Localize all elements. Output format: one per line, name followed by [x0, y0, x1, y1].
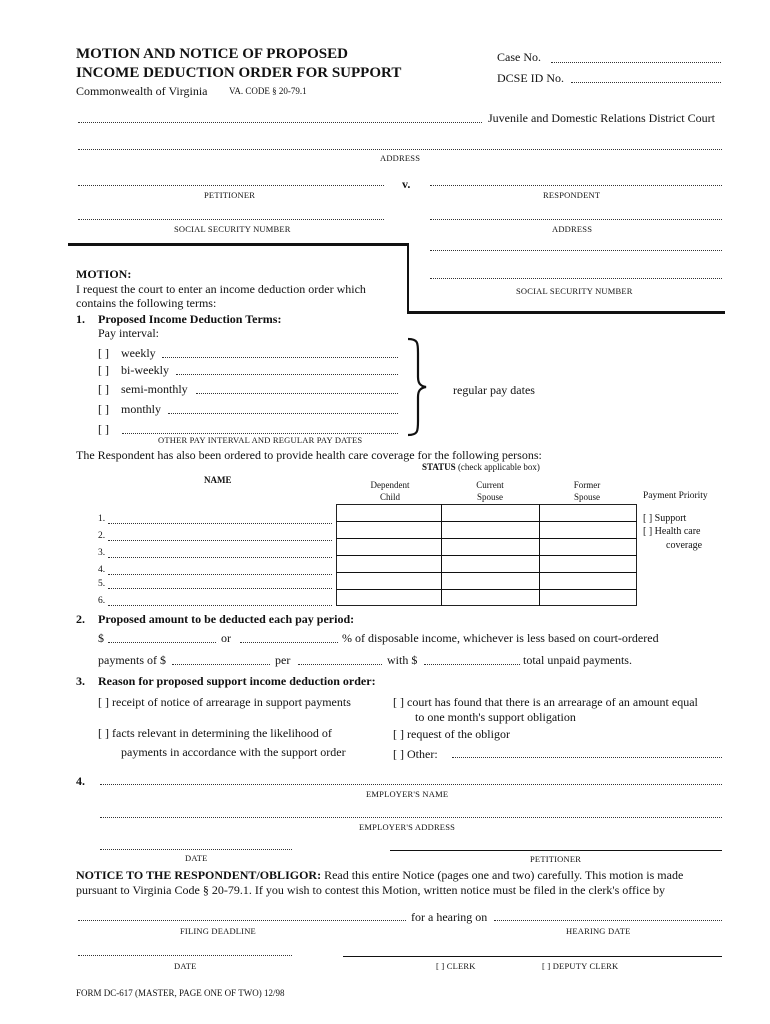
employer-name-label: EMPLOYER'S NAME [366, 789, 449, 799]
biweekly-dates-field[interactable] [176, 374, 398, 375]
for-hearing-label: for a hearing on [411, 910, 488, 924]
grid-row-line-4 [336, 572, 637, 573]
hearing-date-field[interactable] [494, 920, 722, 921]
notice-line1 [76, 868, 683, 883]
notice-text-line2: pursuant to Virginia Code § 20-79.1. If you wish to contest this Motion, written notice must be filed in the clerk's office by [76, 883, 666, 897]
reason-facts-checkbox[interactable]: [ ] facts relevant in determining the likelihood of [98, 726, 332, 740]
notice-text-line1: Read this entire Notice (pages one and two) carefully. This motion is made [324, 868, 684, 882]
clerk-signature-line[interactable] [343, 956, 722, 957]
other-interval-checkbox[interactable]: [ ] [98, 422, 109, 436]
other-interval-field[interactable] [122, 433, 398, 434]
petitioner-field[interactable] [78, 185, 384, 186]
biweekly-label: bi-weekly [121, 363, 169, 377]
grid-row-line-2 [336, 538, 637, 539]
percent-field[interactable] [240, 642, 338, 643]
va-code-label: VA. CODE § 20-79.1 [229, 86, 307, 96]
frame-line-bottom [407, 311, 725, 314]
form-id-footer: FORM DC-617 (MASTER, PAGE ONE OF TWO) 12/98 [76, 988, 285, 998]
item1-number: 1. [76, 312, 85, 326]
section3-title: Reason for proposed support income deduction order: [98, 674, 376, 688]
monthly-label: monthly [121, 402, 162, 416]
frame-line-vertical [407, 243, 409, 313]
semimonthly-dates-field[interactable] [196, 393, 398, 394]
case-no-field[interactable] [551, 62, 721, 63]
monthly-dates-field[interactable] [168, 413, 398, 414]
grid-row-line-3 [336, 555, 637, 556]
filing-deadline-label: FILING DEADLINE [180, 926, 256, 936]
section3-number: 3. [76, 674, 85, 688]
reason-court-line2: to one month's support obligation [415, 710, 576, 724]
weekly-dates-field[interactable] [162, 357, 398, 358]
respondent-label: RESPONDENT [543, 190, 601, 200]
pay-interval-label: Pay interval: [98, 326, 159, 340]
weekly-checkbox[interactable]: [ ] [98, 346, 109, 360]
person-row-5-name[interactable] [108, 588, 332, 589]
employer-name-field[interactable] [100, 784, 722, 785]
dollar-sign: $ [98, 631, 104, 645]
priority-coverage-label: coverage [666, 540, 703, 551]
section2-title: Proposed amount to be deducted each pay period: [98, 612, 355, 626]
reason-request-checkbox[interactable]: [ ] request of the obligor [393, 727, 510, 741]
payments-amount-field[interactable] [172, 664, 270, 665]
per-label: per [275, 653, 291, 667]
person-row-6-name[interactable] [108, 605, 332, 606]
semimonthly-checkbox[interactable]: [ ] [98, 382, 109, 396]
person-row-4-num: 4. [98, 565, 106, 575]
respondent-field[interactable] [430, 185, 722, 186]
biweekly-checkbox[interactable]: [ ] [98, 363, 109, 377]
petitioner-signature-label: PETITIONER [530, 854, 582, 864]
form-title-line2: INCOME DEDUCTION ORDER FOR SUPPORT [76, 65, 402, 81]
motion-text-line2: contains the following terms: [76, 296, 217, 310]
section4-number: 4. [76, 774, 85, 788]
notice-heading: NOTICE TO THE RESPONDENT/OBLIGOR: [76, 868, 322, 882]
hearing-date-label: HEARING DATE [566, 926, 631, 936]
priority-support-checkbox[interactable]: [ ] Support [643, 513, 687, 524]
payments-of-label: payments of $ [98, 653, 166, 667]
weekly-label: weekly [121, 346, 156, 360]
petitioner-label: PETITIONER [204, 190, 256, 200]
reason-receipt-checkbox[interactable]: [ ] receipt of notice of arrearage in support payments [98, 695, 351, 709]
person-row-1-num: 1. [98, 514, 106, 524]
reason-other-checkbox[interactable]: [ ] Other: [393, 747, 438, 761]
former-spouse-header [538, 479, 636, 503]
reason-other-field[interactable] [452, 757, 722, 758]
amount-field[interactable] [108, 642, 216, 643]
reason-court-checkbox[interactable]: [ ] court has found that there is an arrearage of an amount equal [393, 695, 698, 709]
clerk-date-field[interactable] [78, 955, 292, 956]
petitioner-ssn-label: SOCIAL SECURITY NUMBER [174, 224, 291, 234]
monthly-checkbox[interactable]: [ ] [98, 402, 109, 416]
per-field[interactable] [298, 664, 382, 665]
petitioner-signature-line[interactable] [390, 850, 722, 851]
with-amount-field[interactable] [424, 664, 520, 665]
motion-heading: MOTION: [76, 267, 132, 281]
section2-number: 2. [76, 612, 85, 626]
or-label: or [221, 631, 231, 645]
person-row-2-name[interactable] [108, 540, 332, 541]
deputy-clerk-checkbox[interactable]: [ ] DEPUTY CLERK [542, 961, 619, 971]
name-column-header: NAME [204, 475, 232, 485]
item1-title: Proposed Income Deduction Terms: [98, 312, 282, 326]
petitioner-ssn-field[interactable] [78, 219, 384, 220]
commonwealth-label: Commonwealth of Virginia [76, 84, 208, 98]
status-heading-bold: STATUS [422, 462, 456, 472]
percent-text: % of disposable income, whichever is less based on court-ordered [342, 631, 659, 645]
dependent-header-line2: Child [379, 492, 400, 502]
employer-address-field[interactable] [100, 817, 722, 818]
court-address-label: ADDRESS [380, 153, 421, 163]
grid-row-line-5 [336, 589, 637, 590]
former-header-line1: Former [573, 480, 601, 490]
case-no-label: Case No. [497, 50, 541, 64]
person-row-6-num: 6. [98, 596, 106, 606]
person-row-2-num: 2. [98, 531, 106, 541]
form-title-line1: MOTION AND NOTICE OF PROPOSED [76, 46, 348, 62]
court-name-field[interactable] [78, 122, 482, 123]
person-row-1-name[interactable] [108, 523, 332, 524]
frame-line-top [68, 243, 408, 246]
respondent-ssn-label: SOCIAL SECURITY NUMBER [516, 286, 633, 296]
respondent-address-field-1[interactable] [430, 219, 722, 220]
dependent-child-header [338, 479, 442, 503]
person-row-3-name[interactable] [108, 557, 332, 558]
reason-facts-line2: payments in accordance with the support order [121, 745, 346, 759]
health-care-intro: The Respondent has also been ordered to provide health care coverage for the following persons: [76, 448, 542, 462]
dcse-id-label: DCSE ID No. [497, 71, 565, 85]
clerk-date-label: DATE [174, 961, 197, 971]
person-row-3-num: 3. [98, 548, 106, 558]
versus-label: v. [402, 177, 411, 191]
current-spouse-header [441, 479, 539, 503]
person-row-5-num: 5. [98, 579, 106, 589]
clerk-checkbox[interactable]: [ ] CLERK [436, 961, 476, 971]
court-name-label: Juvenile and Domestic Relations District Court [488, 111, 715, 125]
motion-text-line1: I request the court to enter an income deduction order which [76, 282, 366, 296]
dcse-id-field[interactable] [571, 82, 721, 83]
brace-icon [404, 337, 428, 437]
petition-date-label: DATE [185, 853, 208, 863]
total-unpaid-label: total unpaid payments. [523, 653, 632, 667]
with-label: with $ [387, 653, 418, 667]
semimonthly-label: semi-monthly [121, 382, 188, 396]
respondent-ssn-field[interactable] [430, 278, 722, 279]
priority-health-checkbox[interactable]: [ ] Health care [643, 526, 701, 537]
respondent-address-label: ADDRESS [552, 224, 593, 234]
status-heading [422, 462, 540, 472]
respondent-address-field-2[interactable] [430, 250, 722, 251]
court-address-field[interactable] [78, 149, 722, 150]
other-interval-label: OTHER PAY INTERVAL AND REGULAR PAY DATES [158, 435, 363, 445]
status-note: (check applicable box) [457, 462, 540, 472]
grid-row-line-1 [336, 521, 637, 522]
filing-deadline-field[interactable] [78, 920, 406, 921]
regular-pay-dates-label: regular pay dates [453, 383, 535, 397]
dependent-header-line1: Dependent [370, 480, 410, 490]
petition-date-field[interactable] [100, 849, 292, 850]
employer-address-label: EMPLOYER'S ADDRESS [359, 822, 456, 832]
current-header-line1: Current [476, 480, 504, 490]
person-row-4-name[interactable] [108, 574, 332, 575]
payment-priority-header: Payment Priority [643, 491, 708, 501]
former-header-line2: Spouse [573, 492, 600, 502]
current-header-line2: Spouse [476, 492, 503, 502]
